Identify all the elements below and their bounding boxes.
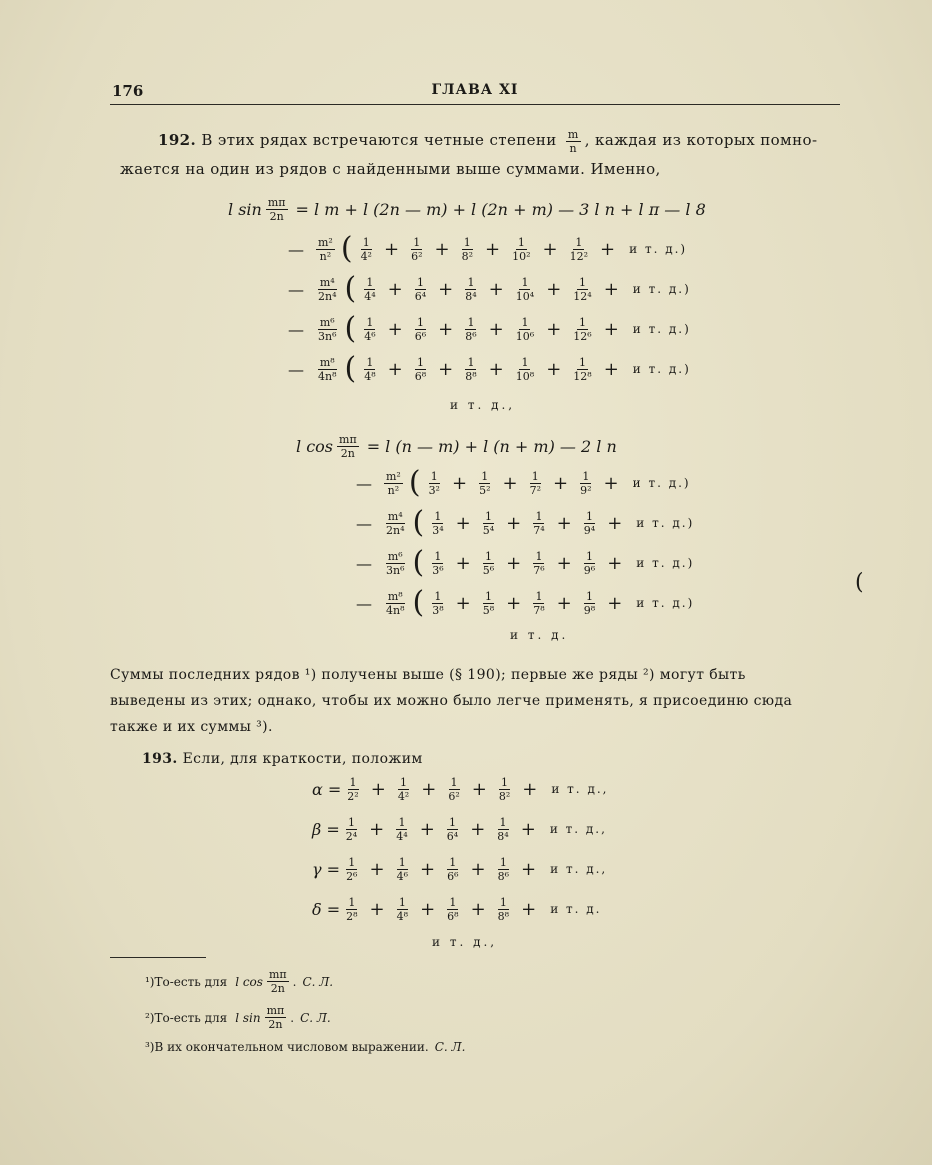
fraction: $\frac{1}{\text{6⁶}}$ [414,315,427,343]
definition-row [312,892,601,926]
etc-label: и т. д.) [636,596,695,610]
fraction: $\frac{1}{\text{3⁶}}$ [432,549,444,577]
series-row [356,586,694,620]
equation-rhs: = l m + l (2n — m) + l (2n + m) — 3 l n + l π — l 8 [295,199,706,219]
etc-label: и т. д. [550,902,602,916]
fraction: $\frac{1}{\text{2⁴}}$ [345,815,358,843]
etc-note: и т. д., [432,935,498,949]
definition-symbol: α = [312,779,342,799]
fraction: $\frac{1}{\text{10⁶}}$ [515,315,535,343]
fraction: $\frac{1}{\text{4⁶}}$ [364,315,376,343]
section-number: 192. [158,131,197,149]
fraction: $\frac{1}{\text{9⁴}}$ [583,509,596,537]
chapter-title: ГЛАВА XI [431,82,519,98]
fraction: $\frac{m\pi}{2n}$ [267,195,286,223]
fraction: $\frac{1}{\text{7⁶}}$ [533,549,545,577]
fraction: $\frac{1}{\text{6⁸}}$ [414,355,427,383]
plus-sign: + [470,898,486,920]
open-paren: ( [412,585,425,620]
minus-sign: — [356,513,372,533]
plus-sign: + [603,278,619,300]
fraction: $\frac{1}{\text{8⁶}}$ [497,855,510,883]
paragraph-192-line2: жается на один из рядов с найденными выше суммами. Именно, [120,160,661,178]
definition-symbol: γ = [312,859,341,879]
plus-sign: + [369,898,385,920]
plus-sign: + [520,818,536,840]
equation-lhs: l cos [296,436,334,456]
fraction: $\frac{1}{\text{4⁴}}$ [364,275,376,303]
fraction: $\frac{\text{m⁸}}{\text{4n⁸}}$ [386,589,405,617]
open-paren: ( [412,545,425,580]
fraction: $\frac{1}{\text{8⁴}}$ [465,275,477,303]
fraction: $\frac{m\pi}{2n}$ [268,968,287,995]
plus-sign: + [383,238,400,260]
definition-symbol: δ = [312,899,341,919]
etc-note: и т. д., [450,398,516,412]
plus-sign: + [485,238,501,260]
series-row [288,312,691,346]
series-row [356,546,694,580]
fraction: $\frac{1}{\text{3⁸}}$ [432,589,444,617]
plus-sign: + [488,318,504,340]
fraction: $\frac{1}{\text{12⁸}}$ [573,355,592,383]
fraction: $\frac{1}{\text{2⁸}}$ [346,895,358,923]
fraction: $\frac{1}{\text{6⁴}}$ [446,815,459,843]
fraction: $\frac{\text{m²}}{\text{n²}}$ [386,469,401,497]
plus-sign: + [600,238,616,260]
fraction: $\frac{1}{\text{12⁴}}$ [573,275,592,303]
fraction: $\frac{1}{\text{12²}}$ [569,235,589,263]
plus-sign: + [607,512,623,534]
etc-label: и т. д., [551,782,609,796]
fraction: $\frac{\text{m⁸}}{\text{4n⁸}}$ [318,355,337,383]
fraction: $\frac{\text{m⁴}}{\text{2n⁴}}$ [386,509,405,537]
plus-sign: + [438,318,454,340]
definition-row [312,852,607,886]
plus-sign: + [546,318,562,340]
open-paren: ( [340,231,353,266]
minus-sign: — [356,553,372,573]
footnote-function: l cos [235,974,263,989]
paragraph-text: Если, для краткости, положим [182,751,423,767]
fraction: $\frac{m\pi}{2n}$ [339,432,357,460]
fraction: $\frac{1}{\text{8⁸}}$ [497,895,510,923]
fraction: $\frac{\text{m⁶}}{\text{3n⁶}}$ [318,315,337,343]
plus-sign: + [522,778,538,800]
fraction: $\frac{1}{\text{4⁸}}$ [396,895,409,923]
footnote [145,968,333,995]
fraction: $\frac{1}{\text{5⁶}}$ [482,549,495,577]
footnote-punct: . [292,974,297,989]
plus-sign: + [506,552,522,574]
plus-sign: + [603,472,619,494]
plus-sign: + [521,898,537,920]
plus-sign: + [542,238,558,260]
footnote-text: В их окончательном числовом выражении. [154,1040,429,1054]
fraction: $\frac{1}{\text{6⁶}}$ [447,855,459,883]
fraction: $\frac{\text{m⁶}}{\text{3n⁶}}$ [386,549,405,577]
plus-sign: + [603,318,619,340]
fraction: $\frac{1}{\text{8⁸}}$ [465,355,477,383]
plus-sign: + [455,552,471,574]
etc-label: и т. д., [549,822,607,836]
plus-sign: + [470,818,486,840]
fraction: $\frac{1}{\text{10²}}$ [512,235,531,263]
fraction: $\frac{m}{n}$ [567,127,579,155]
open-paren: ( [408,465,421,500]
plus-sign: + [488,278,504,300]
fraction: $\frac{1}{\text{10⁴}}$ [515,275,535,303]
fraction: $\frac{m\pi}{2n}$ [266,1004,285,1031]
fraction: $\frac{\text{m⁴}}{\text{2n⁴}}$ [318,275,337,303]
open-paren: ( [344,311,357,346]
plus-sign: + [369,858,385,880]
fraction: $\frac{1}{\text{6⁴}}$ [414,275,427,303]
etc-label: и т. д.) [632,362,691,376]
plus-sign: + [521,858,537,880]
plus-sign: + [369,818,385,840]
open-paren: ( [344,271,357,306]
fraction: $\frac{1}{\text{9²}}$ [580,469,592,497]
fraction: $\frac{1}{\text{10⁸}}$ [515,355,535,383]
plus-sign: + [387,278,403,300]
series-row [288,232,687,266]
fraction: $\frac{1}{\text{3⁴}}$ [432,509,444,537]
plus-sign: + [556,592,572,614]
plus-sign: + [546,278,562,300]
paragraph-192-line1 [158,127,848,155]
plus-sign: + [387,318,403,340]
equation-rhs: = l (n — m) + l (n + m) — 2 l n [366,436,617,456]
etc-label: и т. д.) [629,242,688,256]
section-number: 193. [142,751,178,767]
open-paren: ( [412,505,425,540]
fraction: $\frac{1}{\text{3²}}$ [428,469,440,497]
plus-sign: + [556,512,572,534]
series-row [356,506,694,540]
fraction: $\frac{1}{\text{6⁸}}$ [447,895,459,923]
plus-sign: + [607,592,623,614]
plus-sign: + [546,358,562,380]
minus-sign: — [356,593,372,613]
minus-sign: — [288,279,304,299]
plus-sign: + [420,898,436,920]
paragraph-sums-line1: Суммы последних рядов ¹) получены выше (§ 190); первые же ряды ²) могут быть [110,667,746,683]
plus-sign: + [451,472,468,494]
series-row [288,272,691,306]
etc-label: и т. д.) [632,282,691,296]
footnote-signature: С. Л. [300,1010,331,1025]
plus-sign: + [603,358,619,380]
footnote-signature: С. Л. [434,1040,466,1054]
plus-sign: + [607,552,623,574]
fraction: $\frac{1}{\text{7²}}$ [529,469,542,497]
paragraph-sums-line2: выведены из этих; однако, чтобы их можно было легче применять, я присоединю сюда [110,693,793,709]
etc-note: и т. д. [510,628,569,642]
fraction: $\frac{1}{\text{4²}}$ [397,775,410,803]
fraction: $\frac{\text{m²}}{\text{n²}}$ [318,235,333,263]
series-row [288,352,691,386]
fraction: $\frac{1}{\text{4⁶}}$ [396,855,408,883]
plus-sign: + [553,472,569,494]
paragraph-sums-line3: также и их суммы ³). [110,719,273,735]
plus-sign: + [370,778,386,800]
plus-sign: + [471,778,487,800]
paragraph-193 [142,746,742,773]
open-paren: ( [344,351,357,386]
fraction: $\frac{1}{\text{12⁶}}$ [573,315,592,343]
equation-lhs: l sin [228,199,262,219]
fraction: $\frac{1}{\text{6²}}$ [411,235,423,263]
running-header [110,78,840,105]
fraction: $\frac{1}{\text{8⁶}}$ [465,315,477,343]
footnote-mark: ³) [145,1040,155,1054]
page-number: 176 [112,82,144,100]
etc-label: и т. д.) [632,322,691,336]
fraction: $\frac{1}{\text{2⁶}}$ [346,855,358,883]
plus-sign: + [488,358,504,380]
cos-equation-first-line [296,429,617,463]
fraction: $\frac{1}{\text{4⁴}}$ [396,815,408,843]
fraction: $\frac{1}{\text{7⁴}}$ [533,509,545,537]
footnote-text: То-есть для [154,974,228,989]
etc-label: и т. д.) [636,556,695,570]
footnote-signature: С. Л. [302,974,334,989]
minus-sign: — [288,239,304,259]
etc-label: и т. д., [550,862,608,876]
plus-sign: + [434,238,450,260]
fraction: $\frac{1}{\text{5⁸}}$ [482,589,495,617]
footnote [145,1004,331,1031]
definition-row [312,772,608,806]
footnote-function: l sin [235,1010,261,1025]
plus-sign: + [420,858,436,880]
definition-symbol: β = [312,819,340,839]
minus-sign: — [288,359,304,379]
fraction: $\frac{1}{\text{5²}}$ [479,469,491,497]
fraction: $\frac{1}{\text{8⁴}}$ [497,815,509,843]
margin-mark: ( [855,570,864,595]
etc-label: и т. д.) [632,476,691,490]
paragraph-text: , каждая из которых помно- [584,131,818,149]
sin-equation-first-line [228,192,706,226]
paragraph-text: В этих рядах встречаются четные степени [201,131,557,149]
series-row [356,466,691,500]
footnote-mark: ¹) [145,974,155,989]
plus-sign: + [438,358,454,380]
plus-sign: + [387,358,403,380]
fraction: $\frac{1}{\text{9⁶}}$ [583,549,596,577]
footnote-mark: ²) [145,1010,155,1025]
plus-sign: + [556,552,572,574]
plus-sign: + [455,592,471,614]
fraction: $\frac{1}{\text{6²}}$ [448,775,460,803]
fraction: $\frac{1}{\text{4²}}$ [360,235,372,263]
plus-sign: + [455,512,471,534]
plus-sign: + [438,278,454,300]
footnote-rule [110,957,206,958]
footnote [145,1040,465,1054]
plus-sign: + [502,472,518,494]
etc-label: и т. д.) [636,516,695,530]
minus-sign: — [356,473,372,493]
plus-sign: + [470,858,486,880]
fraction: $\frac{1}{\text{4⁸}}$ [364,355,376,383]
fraction: $\frac{1}{\text{8²}}$ [461,235,474,263]
footnote-text: То-есть для [154,1010,228,1025]
fraction: $\frac{1}{\text{8²}}$ [498,775,511,803]
plus-sign: + [506,512,522,534]
minus-sign: — [288,319,304,339]
fraction: $\frac{1}{\text{5⁴}}$ [482,509,495,537]
fraction: $\frac{1}{\text{2²}}$ [347,775,359,803]
plus-sign: + [419,818,435,840]
definition-row [312,812,607,846]
fraction: $\frac{1}{\text{7⁸}}$ [533,589,545,617]
plus-sign: + [421,778,437,800]
fraction: $\frac{1}{\text{9⁸}}$ [583,589,596,617]
plus-sign: + [506,592,522,614]
footnote-punct: . [290,1010,295,1025]
